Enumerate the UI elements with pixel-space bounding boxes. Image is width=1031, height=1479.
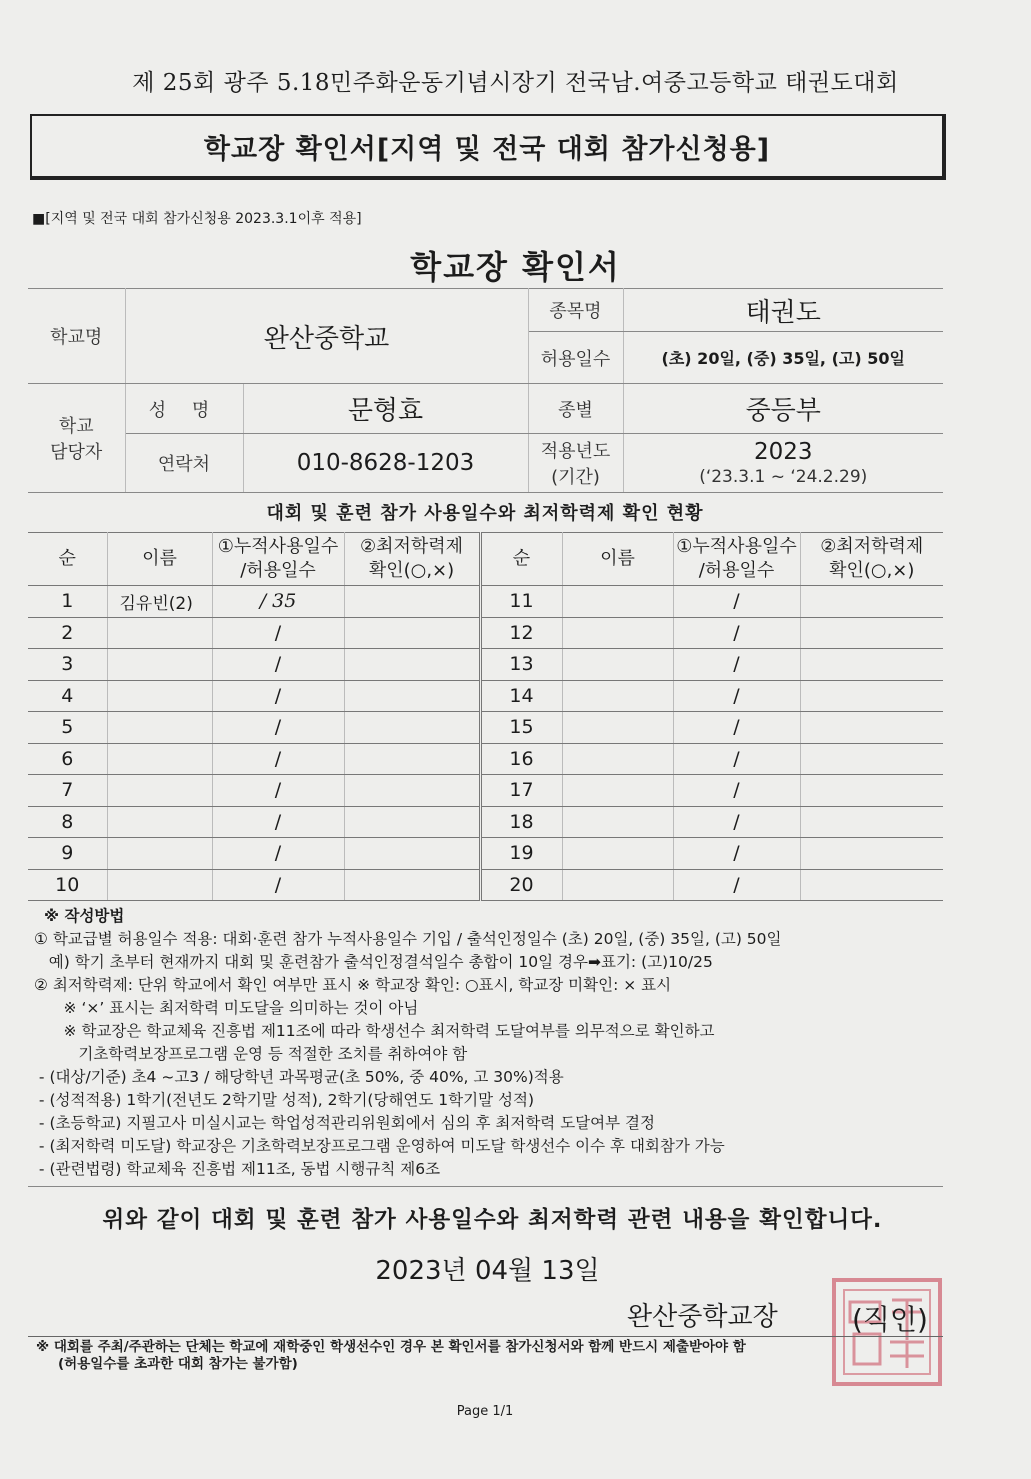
table-row: 4 / 14 /: [28, 680, 943, 712]
instruction-line: ※ ‘×’ 표시는 최저학력 미도달을 의미하는 것이 아님: [34, 999, 419, 1017]
header-days: ①누적사용일수 /허용일수: [212, 533, 344, 586]
days-cell: /: [673, 586, 800, 618]
days-cell: /: [673, 743, 800, 775]
table-row: 1 김유빈(2) / 35 11 /: [28, 586, 943, 618]
days-cell: /: [212, 680, 344, 712]
instruction-line: ※ 학교장은 학교체육 진흥법 제11조에 따라 학생선수 최저학력 도달여부를 의무적으로 확인하고: [34, 1022, 715, 1040]
divider: [28, 1186, 943, 1187]
footer-divider: [28, 1336, 943, 1337]
header-min-achievement: ②최저학력제 확인(○,×): [800, 533, 943, 586]
page-number: Page 1/1: [456, 1404, 514, 1419]
days-cell: /: [212, 806, 344, 838]
header-min-achievement: ②최저학력제 확인(○,×): [344, 533, 480, 586]
table-row: 6 / 16 /: [28, 743, 943, 775]
page-title: 학교장 확인서: [410, 248, 621, 286]
days-cell: /: [673, 680, 800, 712]
table-row: 8 / 18 /: [28, 806, 943, 838]
seal-label: (직인): [852, 1303, 928, 1336]
category-value: 중등부: [623, 384, 943, 434]
document-title: 학교장 확인서[지역 및 전국 대회 참가신청용]: [203, 133, 771, 165]
signer-title: 완산중학교장: [627, 1302, 778, 1332]
year-value: 2023: [753, 439, 813, 465]
applicability-note: ■[지역 및 전국 대회 참가신청용 2023.3.1이후 적용]: [32, 211, 362, 227]
roster-table: [28, 532, 943, 901]
manager-label: 학교 담당자: [28, 384, 125, 493]
header-name: 이름: [107, 533, 212, 586]
instruction-line: - (성적적용) 1학기(전년도 2학기말 성적), 2학기(당해연도 1학기말 성적): [34, 1091, 534, 1109]
sport-value: 태권도: [623, 289, 943, 332]
year-value-cell: [623, 434, 943, 493]
header-name: 이름: [562, 533, 673, 586]
days-cell: /: [673, 869, 800, 901]
table-row: 10 / 20 /: [28, 869, 943, 901]
sport-label: 종목명: [528, 289, 623, 332]
days-cell: /: [212, 743, 344, 775]
event-title: 제 25회 광주 5.18민주화운동기념시장기 전국남.여중고등학교 태권도대회: [132, 70, 899, 96]
year-period: (‘23.3.1 ~ ‘24.2.29): [699, 467, 868, 487]
instructions: [34, 905, 934, 1181]
instruction-line: - (최저학력 미도달) 학교장은 기초학력보장프로그램 운영하여 미도달 학생선수 이수 후 대회참가 가능: [34, 1137, 725, 1155]
instruction-line: - (관련법령) 학교체육 진흥법 제11조, 동법 시행규칙 제6조: [34, 1160, 441, 1178]
school-name-label: 학교명: [28, 289, 125, 384]
table-row: 3 / 13 /: [28, 649, 943, 681]
instruction-line: - (초등학교) 지필고사 미실시교는 학업성적관리위원회에서 심의 후 최저학력 도달여부 결정: [34, 1114, 655, 1132]
instruction-line: 기초학력보장프로그램 운영 등 적절한 조치를 취하여야 함: [34, 1045, 468, 1063]
footnote: ※ 대회를 주최/주관하는 단체는 학교에 재학중인 학생선수인 경우 본 확인서를 참가신청서와 함께 반드시 제출받아야 함 (허용일수를 초과한 대회 참가는 불가함): [36, 1339, 746, 1372]
category-label: 종별: [528, 384, 623, 434]
header-no: 순: [28, 533, 107, 586]
student-name: 김유빈(2): [107, 586, 212, 618]
days-cell: /: [673, 712, 800, 744]
header-days: ①누적사용일수 /허용일수: [673, 533, 800, 586]
confirmation-statement: 위와 같이 대회 및 훈련 참가 사용일수와 최저학력 관련 내용을 확인합니다.: [102, 1207, 883, 1233]
table-row: 7 / 17 /: [28, 775, 943, 807]
days-cell: /: [212, 712, 344, 744]
instruction-line: 예) 학기 초부터 현재까지 대회 및 훈련참가 출석인정결석일수 총합이 10일 경우➡표기: (고)10/25: [34, 953, 713, 971]
document-title-box: [30, 114, 946, 180]
school-name-value: 완산중학교: [125, 289, 528, 384]
days-cell: /: [212, 775, 344, 807]
header-no: 순: [480, 533, 562, 586]
table-row: 9 / 19 /: [28, 838, 943, 870]
allowed-days-value: (초) 20일, (중) 35일, (고) 50일: [623, 332, 943, 384]
manager-name-value: 문형효: [243, 384, 528, 434]
days-cell: /: [673, 649, 800, 681]
days-cell: /: [673, 838, 800, 870]
contact-value: 010-8628-1203: [243, 434, 528, 493]
days-cell: /: [212, 617, 344, 649]
allowed-days-label: 허용일수: [528, 332, 623, 384]
instructions-heading: ※ 작성방법: [44, 907, 125, 925]
roster-section-title: 대회 및 훈련 참가 사용일수와 최저학력제 확인 현황: [266, 503, 704, 524]
days-cell: /: [673, 806, 800, 838]
days-cell: / 35: [212, 586, 344, 618]
days-cell: /: [673, 617, 800, 649]
issue-date: 2023년 04월 13일: [375, 1256, 600, 1286]
table-row: 5 / 15 /: [28, 712, 943, 744]
contact-label: 연락처: [125, 434, 243, 493]
instruction-line: ② 최저학력제: 단위 학교에서 확인 여부만 표시 ※ 학교장 확인: ○표시, 학교장 미확인: × 표시: [34, 976, 672, 994]
manager-name-label: 성 명: [125, 384, 243, 434]
school-info-table: [28, 288, 943, 493]
days-cell: /: [212, 649, 344, 681]
days-cell: /: [212, 838, 344, 870]
instruction-line: ① 학교급별 허용일수 적용: 대회·훈련 참가 누적사용일수 기입 / 출석인정일수 (초) 20일, (중) 35일, (고) 50일: [34, 930, 782, 948]
year-label: 적용년도 (기간): [528, 434, 623, 493]
days-cell: /: [212, 869, 344, 901]
table-row: 2 / 12 /: [28, 617, 943, 649]
days-cell: /: [673, 775, 800, 807]
instruction-line: - (대상/기준) 초4 ~고3 / 해당학년 과목평균(초 50%, 중 40%, 고 30%)적용: [34, 1068, 564, 1086]
